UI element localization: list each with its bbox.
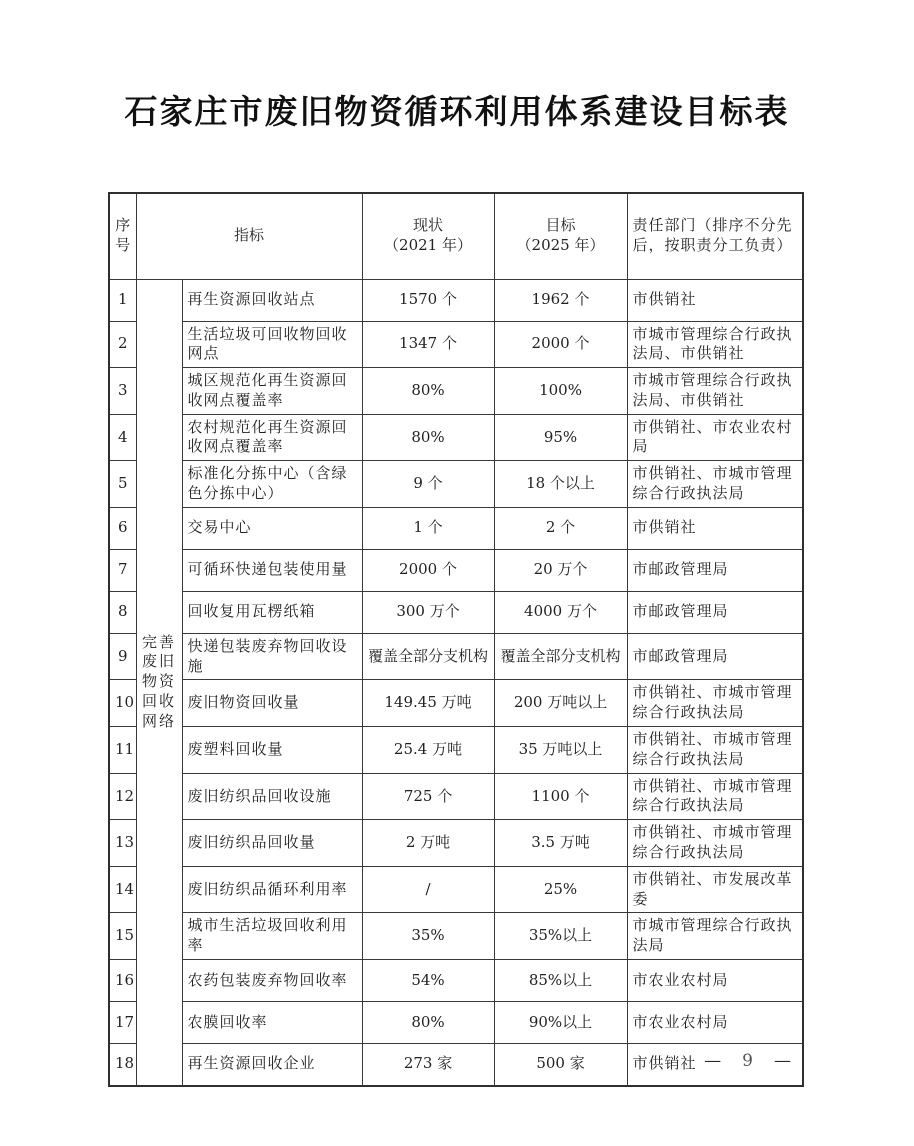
header-index: 序号: [109, 193, 136, 279]
table-row: [109, 461, 803, 508]
header-current: [362, 193, 494, 279]
row-index-cell: 16: [109, 960, 136, 1002]
table-row: [109, 321, 803, 368]
current-cell: 725 个: [362, 773, 494, 820]
target-cell: 2000 个: [494, 321, 627, 368]
table-body: [109, 279, 803, 1086]
target-cell: 35%以上: [494, 913, 627, 960]
row-index-cell: 10: [109, 680, 136, 727]
department-cell: 市农业农村局: [627, 960, 803, 1002]
row-index-cell: 14: [109, 866, 136, 913]
footer-dash-left: —: [704, 1051, 723, 1071]
target-cell: 85%以上: [494, 960, 627, 1002]
header-target-line1: 目标: [545, 216, 576, 235]
header-row: [109, 193, 803, 279]
row-index-cell: 3: [109, 368, 136, 415]
row-index-cell: 11: [109, 727, 136, 774]
current-cell: 覆盖全部分支机构: [362, 633, 494, 680]
table-row: [109, 727, 803, 774]
target-cell: 1100 个: [494, 773, 627, 820]
page-number: 9: [742, 1051, 754, 1071]
target-cell: 95%: [494, 414, 627, 461]
target-cell: 500 家: [494, 1044, 627, 1086]
indicator-cell: 回收复用瓦楞纸箱: [182, 591, 362, 633]
current-cell: 149.45 万吨: [362, 680, 494, 727]
row-index-cell: 12: [109, 773, 136, 820]
row-index-cell: 7: [109, 549, 136, 591]
department-cell: 市城市管理综合行政执法局、市供销社: [627, 368, 803, 415]
current-cell: 25.4 万吨: [362, 727, 494, 774]
header-indicator: 指标: [136, 193, 362, 279]
table-row: [109, 279, 803, 321]
footer-dash-right: —: [774, 1051, 792, 1071]
table-row: [109, 820, 803, 867]
target-cell: 25%: [494, 866, 627, 913]
department-cell: 市邮政管理局: [627, 549, 803, 591]
indicator-cell: 废旧纺织品回收设施: [182, 773, 362, 820]
target-cell: 20 万个: [494, 549, 627, 591]
department-cell: 市城市管理综合行政执法局、市供销社: [627, 321, 803, 368]
indicator-cell: 再生资源回收企业: [182, 1044, 362, 1086]
department-cell: 市供销社: [627, 507, 803, 549]
table-row: [109, 913, 803, 960]
targets-table: [108, 192, 804, 1087]
department-cell: 市邮政管理局: [627, 591, 803, 633]
indicator-cell: 废旧纺织品回收量: [182, 820, 362, 867]
header-current-line2: （2021 年）: [384, 236, 472, 255]
current-cell: 80%: [362, 414, 494, 461]
indicator-cell: 农膜回收率: [182, 1002, 362, 1044]
department-cell: 市供销社、市城市管理综合行政执法局: [627, 727, 803, 774]
indicator-cell: 废旧物资回收量: [182, 680, 362, 727]
department-cell: 市供销社、市城市管理综合行政执法局: [627, 461, 803, 508]
current-cell: 273 家: [362, 1044, 494, 1086]
target-cell: 2 个: [494, 507, 627, 549]
table-header: [109, 193, 803, 279]
indicator-cell: 农药包装废弃物回收率: [182, 960, 362, 1002]
department-cell: 市城市管理综合行政执法局: [627, 913, 803, 960]
table-row: [109, 866, 803, 913]
table-row: [109, 773, 803, 820]
target-cell: 18 个以上: [494, 461, 627, 508]
target-cell: 4000 万个: [494, 591, 627, 633]
row-index-cell: 9: [109, 633, 136, 680]
header-current-line1: 现状: [413, 216, 444, 235]
indicator-cell: 可循环快递包装使用量: [182, 549, 362, 591]
department-cell: 市农业农村局: [627, 1002, 803, 1044]
current-cell: 2 万吨: [362, 820, 494, 867]
current-cell: 300 万个: [362, 591, 494, 633]
department-cell: 市供销社、市城市管理综合行政执法局: [627, 680, 803, 727]
current-cell: 1 个: [362, 507, 494, 549]
indicator-cell: 标准化分拣中心（含绿色分拣中心）: [182, 461, 362, 508]
indicator-cell: 再生资源回收站点: [182, 279, 362, 321]
document-title: 石家庄市废旧物资循环利用体系建设目标表: [124, 92, 790, 131]
target-cell: 100%: [494, 368, 627, 415]
page-footer: [704, 1051, 792, 1071]
indicator-cell: 农村规范化再生资源回收网点覆盖率: [182, 414, 362, 461]
current-cell: 1347 个: [362, 321, 494, 368]
department-cell: 市供销社、市城市管理综合行政执法局: [627, 773, 803, 820]
row-index-cell: 6: [109, 507, 136, 549]
row-index-cell: 17: [109, 1002, 136, 1044]
target-cell: 200 万吨以上: [494, 680, 627, 727]
indicator-cell: 废旧纺织品循环利用率: [182, 866, 362, 913]
indicator-cell: 废塑料回收量: [182, 727, 362, 774]
row-index-cell: 18: [109, 1044, 136, 1086]
department-cell: 市供销社、市城市管理综合行政执法局: [627, 820, 803, 867]
current-cell: 2000 个: [362, 549, 494, 591]
group-label-cell: 完善废旧物资回收网络: [136, 279, 182, 1086]
department-cell: 市供销社、市发展改革委: [627, 866, 803, 913]
target-cell: 35 万吨以上: [494, 727, 627, 774]
table-row: [109, 414, 803, 461]
row-index-cell: 13: [109, 820, 136, 867]
header-target-line2: （2025 年）: [516, 236, 605, 255]
target-cell: 1962 个: [494, 279, 627, 321]
table-row: [109, 549, 803, 591]
current-cell: 54%: [362, 960, 494, 1002]
department-cell: 市供销社: [627, 1044, 803, 1086]
department-cell: 市供销社、市农业农村局: [627, 414, 803, 461]
table-row: [109, 368, 803, 415]
target-cell: 3.5 万吨: [494, 820, 627, 867]
header-department: 责任部门（排序不分先后，按职责分工负责）: [627, 193, 803, 279]
row-index-cell: 2: [109, 321, 136, 368]
current-cell: 80%: [362, 368, 494, 415]
department-cell: 市邮政管理局: [627, 633, 803, 680]
indicator-cell: 交易中心: [182, 507, 362, 549]
indicator-cell: 快递包装废弃物回收设施: [182, 633, 362, 680]
table-row: [109, 591, 803, 633]
table-row: [109, 633, 803, 680]
current-cell: 9 个: [362, 461, 494, 508]
target-cell: 覆盖全部分支机构: [494, 633, 627, 680]
table-row: [109, 1002, 803, 1044]
current-cell: 80%: [362, 1002, 494, 1044]
header-target: [494, 193, 627, 279]
table-row: [109, 1044, 803, 1086]
table-row: [109, 960, 803, 1002]
indicator-cell: 城市生活垃圾回收利用率: [182, 913, 362, 960]
table-row: [109, 507, 803, 549]
row-index-cell: 15: [109, 913, 136, 960]
row-index-cell: 4: [109, 414, 136, 461]
table-row: [109, 680, 803, 727]
row-index-cell: 8: [109, 591, 136, 633]
current-cell: 1570 个: [362, 279, 494, 321]
indicator-cell: 生活垃圾可回收物回收网点: [182, 321, 362, 368]
row-index-cell: 1: [109, 279, 136, 321]
indicator-cell: 城区规范化再生资源回收网点覆盖率: [182, 368, 362, 415]
row-index-cell: 5: [109, 461, 136, 508]
target-cell: 90%以上: [494, 1002, 627, 1044]
current-cell: 35%: [362, 913, 494, 960]
department-cell: 市供销社: [627, 279, 803, 321]
current-cell: /: [362, 866, 494, 913]
